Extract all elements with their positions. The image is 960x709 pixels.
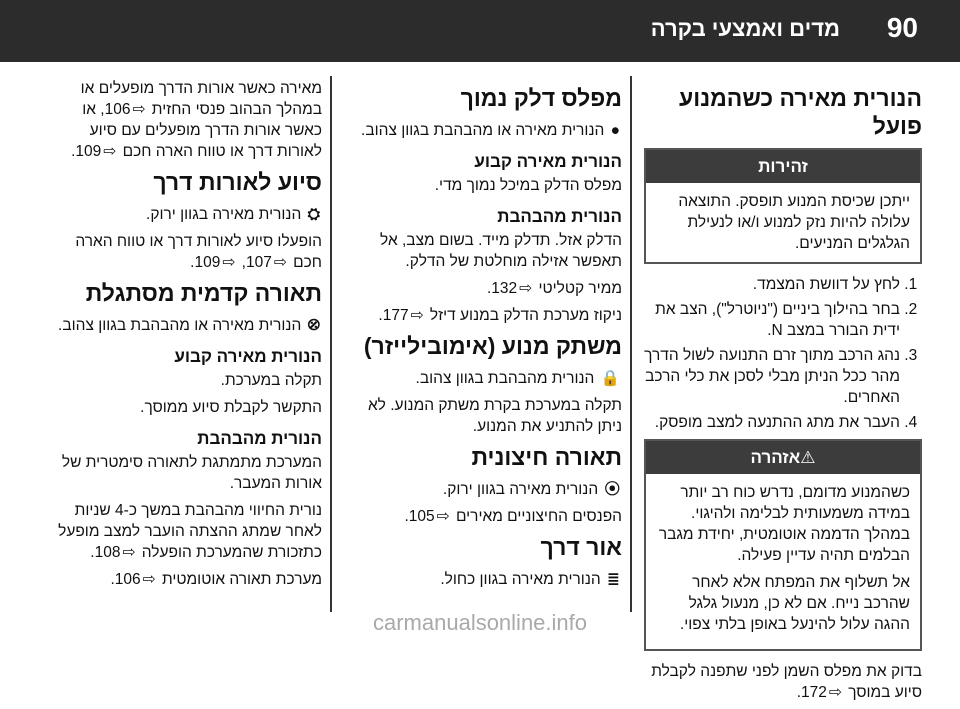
watermark: carmanualsonline.info (372, 610, 588, 635)
body-text: תקלה במערכת. (220, 372, 322, 389)
warning-text: אל תשלוף את המפתח אלא לאחר שהרכב נייח. אם לא כן, מנעול גלגל ההגה עלול להינעל באופן בלתי צפוי. (679, 574, 910, 633)
sub-heading: הנורית מאירה קבוע (174, 347, 322, 366)
section-title: מפלס דלק נמוך (460, 85, 622, 111)
warning-triangle-icon: ⚠ (800, 448, 816, 467)
chapter-title: מדים ואמצעי בקרה (650, 16, 840, 41)
page-ref-arrow-icon: ⇨ (103, 143, 117, 160)
body-text: מאירה כאשר אורות הדרך מופעלים או במהלך הבהוב פנסי החזית ⇨106, או כאשר אורות הדרך מופעלים עם סיוע לאורות דרך או טווח הארה חכם ⇨109. (71, 80, 322, 160)
page-ref: נורית החיווי מהבהבת במשך כ-4 שניות לאחר שמתג ההצתה הועבר למצב מופעל כתזכורת שהמערכת הופעלה ⇨108. (58, 502, 322, 561)
body-text: מפלס הדלק במיכל נמוך מדי. (434, 177, 622, 194)
section-title: תאורה חיצונית (471, 444, 622, 470)
page-ref-arrow-icon: ⇨ (410, 307, 424, 324)
body-text: תקלה במערכת בקרת משתק המנוע. לא ניתן להתניע את המנוע. (367, 397, 622, 435)
step-item: 4. העבר את מתג ההתנעה למצב מופסק. (644, 412, 900, 433)
body-text: 🔒 הנורית מהבהבת בגוון צהוב. (415, 370, 620, 387)
page-header (0, 0, 960, 62)
column-divider (630, 76, 632, 612)
body-text: המערכת מתמתגת לתאורה סימטרית של אורות המעבר. (61, 454, 322, 492)
caution-text: ייתכן שכיסת המנוע תופסק. התוצאה עלולה להיות נזק למנוע ו/או לנעילת הגלגלים המניעים. (678, 193, 910, 252)
warning-text: כשהמנוע מדומם, נדרש כוח רב יותר במידה משמעותית לבלימה ולהיגוי. במהלך הדממה אוטומטית, יחידת מגבר הבלמים תהיה עדיין פעילה. (658, 484, 910, 564)
page-ref-arrow-icon: ⇨ (828, 684, 842, 701)
page-ref-arrow-icon: ⇨ (222, 254, 236, 271)
immobilizer-lock-icon: 🔒 (600, 370, 620, 387)
page-ref: מערכת תאורה אוטומטית ⇨106. (110, 571, 322, 588)
section-title: הנורית מאירה כשהמנוע פועל (679, 85, 922, 139)
high-beam-assist-icon: ⛭ (307, 206, 320, 223)
section-title: סיוע לאורות דרך (153, 169, 322, 195)
column-middle (344, 78, 622, 596)
section-title: תאורה קדמית מסתגלת (85, 280, 322, 306)
body-text: ⦿ הנורית מאירה בגוון ירוק. (442, 481, 620, 498)
sub-heading: הנורית מהבהבת (197, 429, 322, 448)
section-title: אור דרך (540, 534, 622, 560)
column-left (44, 78, 322, 596)
page-ref: הופעלו סיוע לאורות דרך או טווח הארה חכם ⇨107, ⇨109. (75, 233, 322, 271)
warning-heading: ⚠אזהרה (646, 441, 920, 474)
page-ref-arrow-icon: ⇨ (273, 254, 287, 271)
step-item: 1. לחץ על דוושת המצמד. (644, 274, 900, 295)
page-ref: הפנסים החיצוניים מאירים ⇨105. (404, 508, 622, 525)
sub-heading: הנורית מאירה קבוע (474, 152, 622, 171)
page-ref-arrow-icon: ⇨ (132, 101, 146, 118)
adaptive-light-icon: ⦼ (307, 317, 320, 334)
steps-list (644, 274, 922, 433)
footer-note: בדוק את מפלס השמן לפני שתפנה לקבלת סיוע במוסך ⇨172. (651, 663, 922, 701)
body-text: התקשר לקבלת סיוע ממוסך. (140, 399, 322, 416)
body-text: הדלק אזל. תדלק מייד. בשום מצב, אל תאפשר אזילה מוחלטת של הדלק. (380, 232, 622, 270)
page-ref-arrow-icon: ⇨ (122, 544, 136, 561)
body-text: ≣ הנורית מאירה בגוון כחול. (440, 571, 620, 588)
page-ref-arrow-icon: ⇨ (142, 571, 156, 588)
page-ref-arrow-icon: ⇨ (436, 508, 450, 525)
page-ref: ממיר קטליטי ⇨132. (486, 280, 622, 297)
page-ref: ניקוז מערכת הדלק במנוע דיזל ⇨177. (378, 307, 622, 324)
exterior-light-icon: ⦿ (604, 481, 620, 498)
body-text: ● הנורית מאירה או מהבהבת בגוון צהוב. (361, 122, 620, 139)
body-text: ⦼ הנורית מאירה או מהבהבת בגוון צהוב. (58, 317, 320, 334)
high-beam-icon: ≣ (607, 571, 620, 588)
fuel-dot-icon: ● (610, 122, 620, 139)
sub-heading: הנורית מהבהבת (497, 207, 622, 226)
step-item: 3. נהג הרכב מתוך זרם התנועה לשול הדרך מהר ככל הניתן מבלי לסכן את כלי הרכב האחרים. (644, 345, 900, 408)
page-ref-arrow-icon: ⇨ (519, 280, 533, 297)
body-text: ⛭ הנורית מאירה בגוון ירוק. (146, 206, 320, 223)
page-number: 90 (886, 12, 918, 43)
caution-heading: זהירות (646, 150, 920, 183)
column-divider (330, 76, 332, 612)
step-item: 2. בחר בהילוך ביניים ("ניוטרל"), הצב את ידית הבורר במצב N. (644, 299, 900, 341)
section-title: משתק מנוע (אימובילייזר) (363, 333, 622, 359)
caution-box (644, 148, 922, 264)
